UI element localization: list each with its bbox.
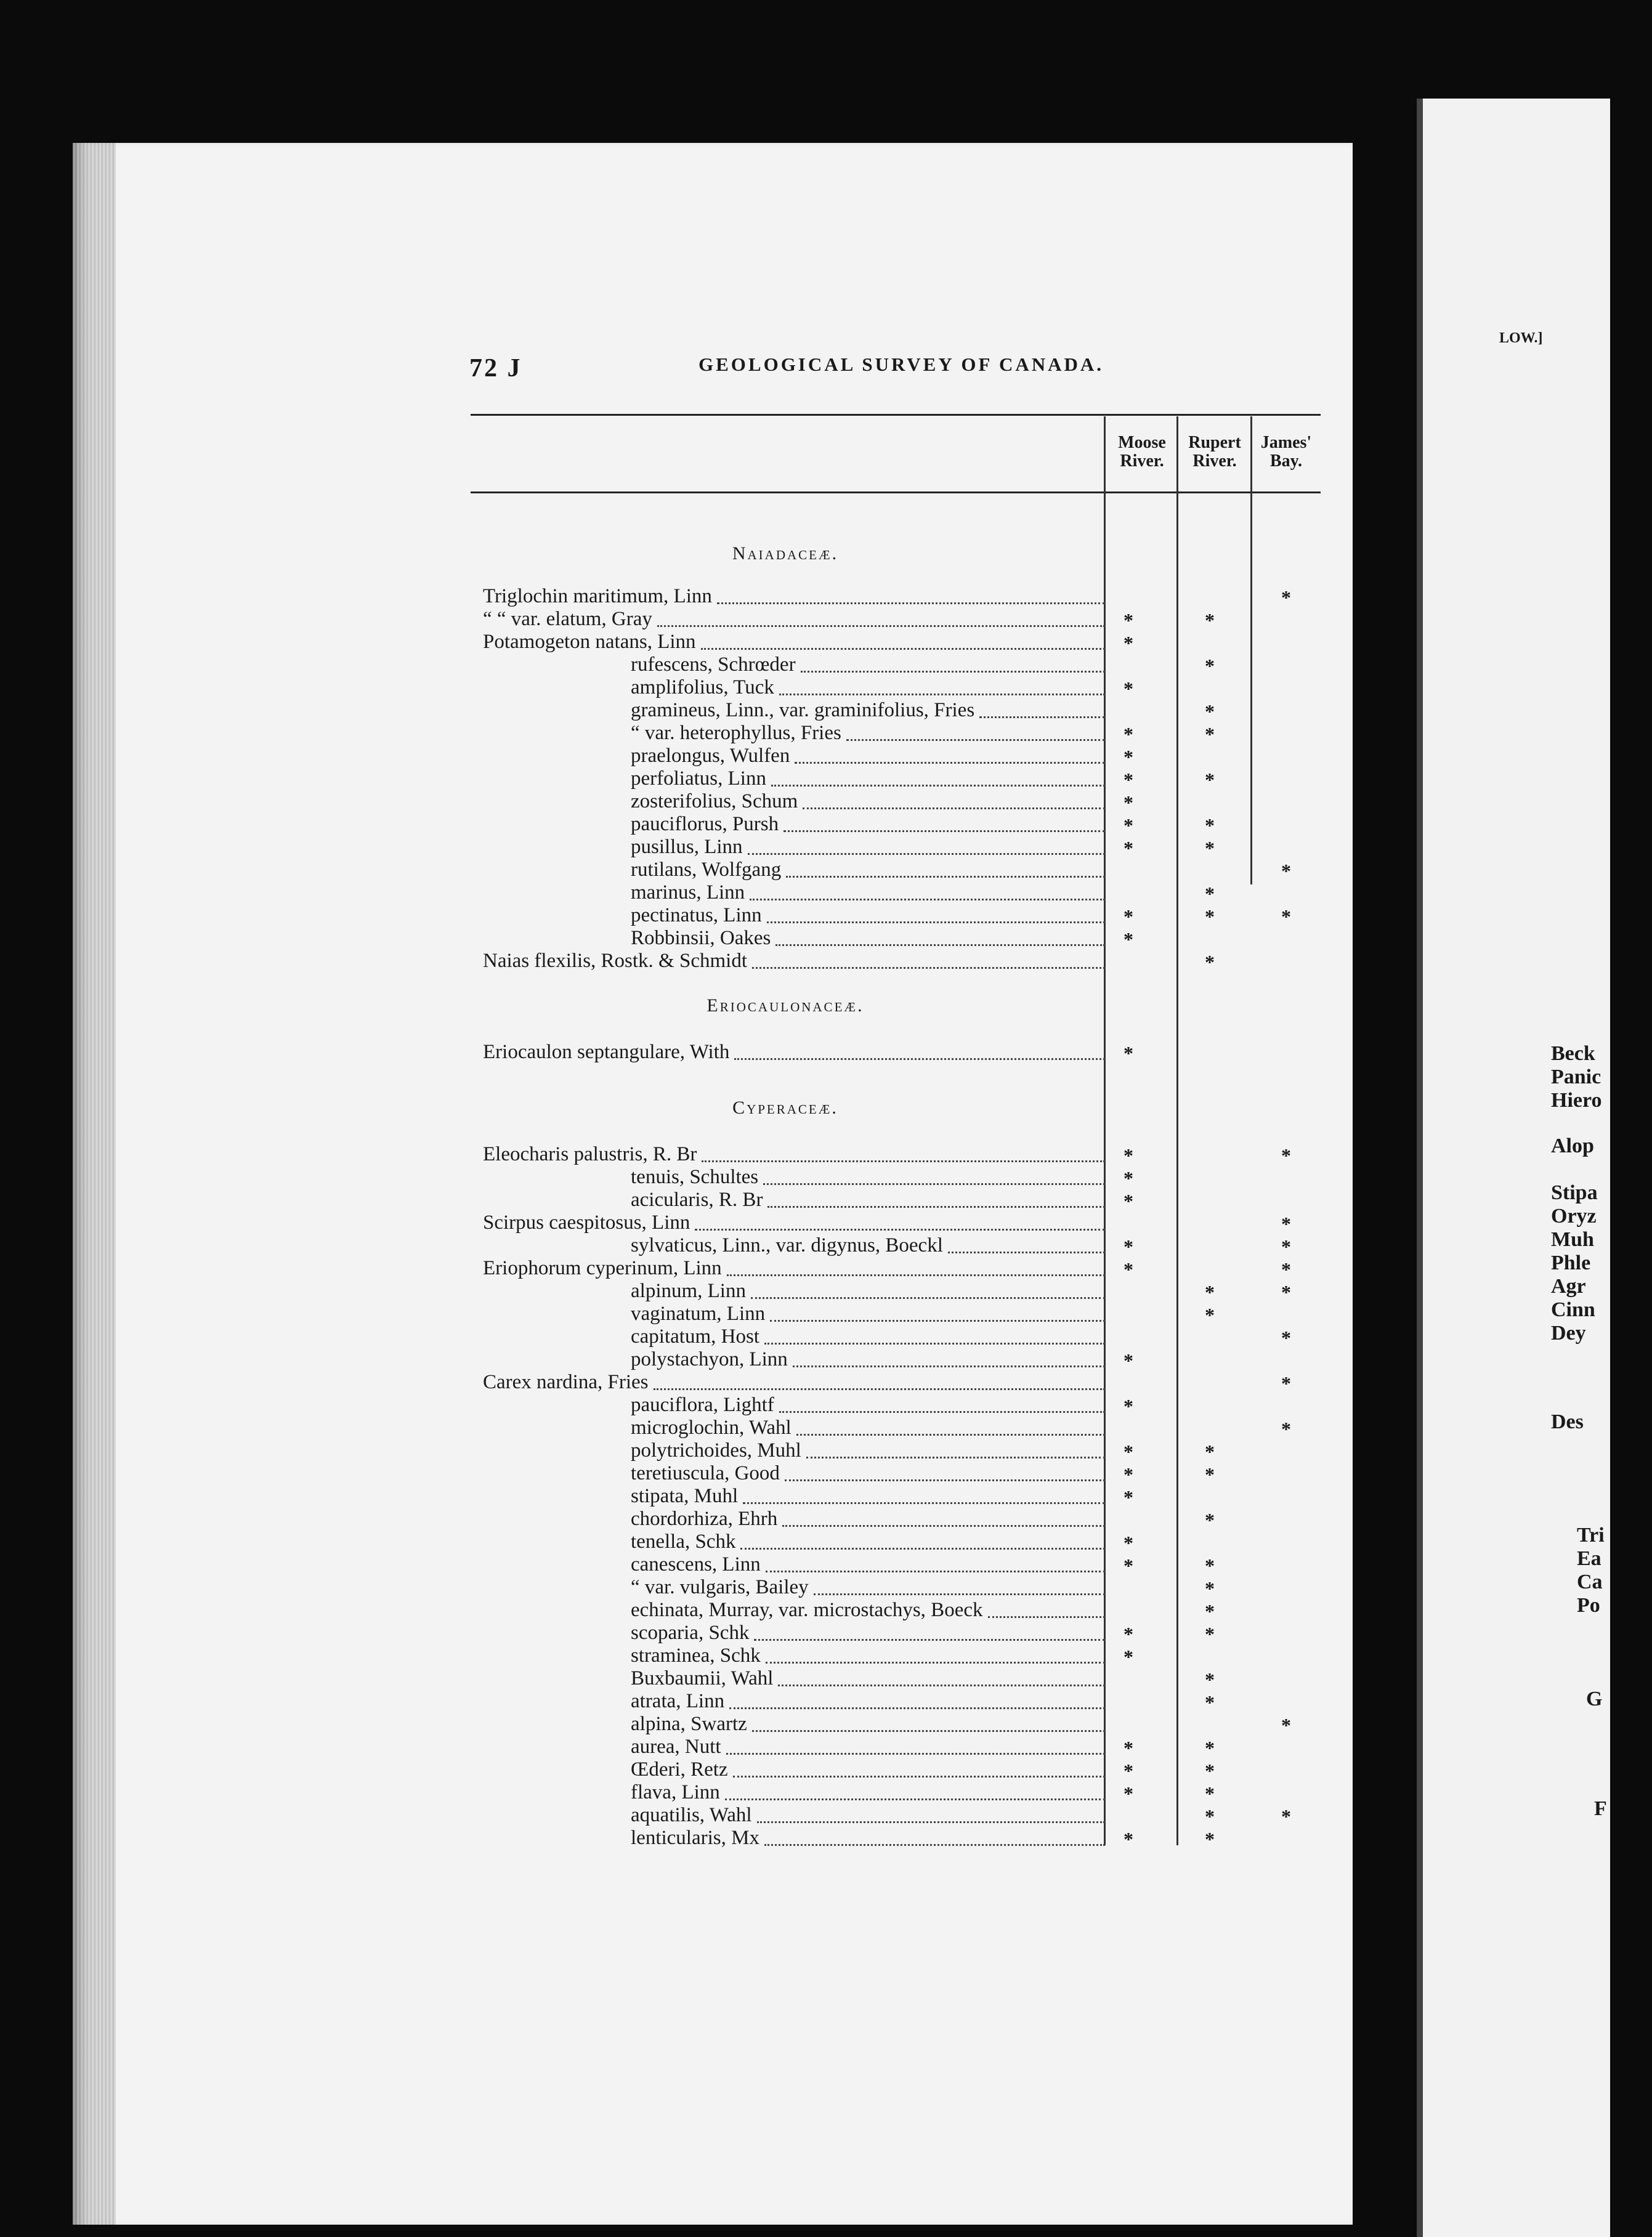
occurrence-mark: * <box>1205 1760 1215 1782</box>
top-rule <box>471 414 1321 416</box>
species-name: Carex nardina, Fries <box>483 1371 649 1393</box>
occurrence-mark: * <box>1124 928 1133 950</box>
facing-page-line: Ca <box>1577 1571 1603 1593</box>
species-name: acicularis, R. Br <box>631 1189 763 1211</box>
species-name: teretiuscula, Good <box>631 1462 780 1484</box>
dot-leader <box>717 580 1105 604</box>
dot-leader <box>727 1252 1105 1276</box>
occurrence-mark: * <box>1281 1805 1291 1827</box>
dot-leader <box>750 876 1105 900</box>
occurrence-mark: * <box>1205 1555 1215 1577</box>
occurrence-mark: * <box>1124 1737 1133 1759</box>
occurrence-mark: * <box>1205 655 1215 677</box>
dot-leader <box>764 1821 1105 1846</box>
dot-leader <box>752 944 1105 969</box>
dot-leader <box>733 1753 1105 1778</box>
species-name: polystachyon, Linn <box>631 1348 788 1370</box>
occurrence-mark: * <box>1124 1646 1133 1668</box>
dot-leader <box>948 1229 1105 1253</box>
species-name: sylvaticus, Linn., var. digynus, Boeckl <box>631 1234 943 1256</box>
occurrence-mark: * <box>1124 1190 1133 1212</box>
facing-page-line: Oryz <box>1551 1205 1597 1228</box>
species-name: Buxbaumii, Wahl <box>631 1667 774 1689</box>
occurrence-mark: * <box>1124 1042 1133 1064</box>
facing-page-line: Beck <box>1551 1042 1595 1065</box>
species-name: pectinatus, Linn <box>631 904 762 926</box>
occurrence-mark: * <box>1281 1236 1291 1258</box>
column-header-rupert-river: Rupert River. <box>1188 433 1241 471</box>
dot-leader <box>770 1297 1105 1322</box>
species-name: amplifolius, Tuck <box>631 676 774 698</box>
facing-page-line: Hiero <box>1551 1089 1602 1112</box>
occurrence-mark: * <box>1205 609 1215 631</box>
occurrence-mark: * <box>1205 1463 1215 1486</box>
facing-page-line: Stipa <box>1551 1181 1598 1204</box>
dot-leader <box>779 1388 1105 1413</box>
species-name: Robbinsii, Oakes <box>631 927 771 949</box>
occurrence-mark: * <box>1205 723 1215 745</box>
occurrence-mark: * <box>1205 1281 1215 1303</box>
occurrence-mark: * <box>1124 1144 1133 1167</box>
occurrence-mark: * <box>1281 1144 1291 1167</box>
species-name: polytrichoides, Muhl <box>631 1439 801 1462</box>
species-name: Eleocharis palustris, R. Br <box>483 1143 697 1165</box>
occurrence-mark: * <box>1205 883 1215 905</box>
occurrence-mark: * <box>1281 586 1291 609</box>
dot-leader <box>729 1685 1105 1709</box>
dot-leader <box>782 1502 1105 1527</box>
dot-leader <box>766 1639 1105 1664</box>
dot-leader <box>767 1183 1105 1208</box>
occurrence-mark: * <box>1124 1486 1133 1508</box>
facing-page-header: LOW.] <box>1499 330 1543 346</box>
occurrence-mark: * <box>1205 1691 1215 1713</box>
occurrence-mark: * <box>1124 1463 1133 1486</box>
dot-leader <box>775 921 1105 946</box>
occurrence-mark: * <box>1124 723 1133 745</box>
occurrence-mark: * <box>1281 860 1291 882</box>
dot-leader <box>748 830 1105 855</box>
occurrence-mark: * <box>1124 1532 1133 1554</box>
species-name: zosterifolius, Schum <box>631 790 798 812</box>
occurrence-mark: * <box>1205 1441 1215 1463</box>
species-name: tenuis, Schultes <box>631 1166 759 1188</box>
occurrence-mark: * <box>1124 632 1133 654</box>
species-name: rufescens, Schrœder <box>631 653 796 676</box>
facing-page-line: Tri <box>1577 1524 1605 1547</box>
species-name: aquatilis, Wahl <box>631 1804 752 1826</box>
dot-leader <box>786 853 1105 878</box>
dot-leader <box>702 1138 1105 1162</box>
facing-page-line: Des <box>1551 1410 1584 1433</box>
page-edge-stack <box>73 143 116 2225</box>
occurrence-mark: * <box>1124 609 1133 631</box>
page-header-title: GEOLOGICAL SURVEY OF CANADA. <box>698 354 1104 375</box>
species-name: scoparia, Schk <box>631 1622 750 1644</box>
occurrence-mark: * <box>1281 1213 1291 1235</box>
column-divider <box>1250 416 1252 884</box>
facing-page-line: G <box>1586 1688 1603 1710</box>
species-name: lenticularis, Mx <box>631 1827 759 1849</box>
section-title: Naiadaceæ. <box>732 543 839 564</box>
dot-leader <box>695 1206 1105 1231</box>
occurrence-mark: * <box>1205 1509 1215 1531</box>
occurrence-mark: * <box>1124 769 1133 791</box>
occurrence-mark: * <box>1124 1760 1133 1782</box>
occurrence-mark: * <box>1124 1236 1133 1258</box>
occurrence-mark: * <box>1124 1349 1133 1372</box>
dot-leader <box>779 671 1105 695</box>
section-title: Eriocaulonaceæ. <box>707 995 864 1016</box>
species-name: capitatum, Host <box>631 1325 759 1348</box>
dot-leader <box>783 807 1105 832</box>
occurrence-mark: * <box>1124 746 1133 768</box>
dot-leader <box>801 648 1105 673</box>
species-name: tenella, Schk <box>631 1531 736 1553</box>
occurrence-mark: * <box>1281 1281 1291 1303</box>
occurrence-mark: * <box>1205 1782 1215 1805</box>
occurrence-mark: * <box>1205 1600 1215 1622</box>
occurrence-mark: * <box>1205 951 1215 973</box>
section-title: Cyperaceæ. <box>732 1098 838 1118</box>
species-name: canescens, Linn <box>631 1553 761 1576</box>
occurrence-mark: * <box>1205 700 1215 722</box>
species-name: marinus, Linn <box>631 881 745 904</box>
occurrence-mark: * <box>1124 837 1133 859</box>
dot-leader <box>734 1035 1105 1060</box>
dot-leader <box>785 1457 1105 1481</box>
facing-page-line: Panic <box>1551 1066 1601 1088</box>
dot-leader <box>740 1525 1105 1550</box>
occurrence-mark: * <box>1205 837 1215 859</box>
column-divider <box>1176 416 1178 1845</box>
species-name: pusillus, Linn <box>631 836 743 858</box>
species-name: “ var. heterophyllus, Fries <box>631 722 841 744</box>
occurrence-mark: * <box>1124 814 1133 836</box>
dot-leader <box>751 1274 1105 1299</box>
facing-page-line: Phle <box>1551 1252 1591 1274</box>
occurrence-mark: * <box>1124 1623 1133 1645</box>
dot-leader <box>814 1571 1105 1595</box>
species-name: alpina, Swartz <box>631 1713 747 1735</box>
occurrence-mark: * <box>1205 1737 1215 1759</box>
facing-page-line: Ea <box>1577 1547 1601 1570</box>
species-name: perfoliatus, Linn <box>631 767 766 790</box>
occurrence-mark: * <box>1124 1395 1133 1417</box>
species-name: echinata, Murray, var. microstachys, Boeck <box>631 1599 983 1621</box>
species-name: alpinum, Linn <box>631 1280 746 1302</box>
occurrence-mark: * <box>1205 1304 1215 1326</box>
table-row <box>483 950 1105 973</box>
dot-leader <box>766 1548 1105 1572</box>
species-name: vaginatum, Linn <box>631 1303 766 1325</box>
column-header-moose-river: Moose River. <box>1118 433 1166 471</box>
species-name: Eriocaulon septangulare, With <box>483 1041 730 1063</box>
occurrence-mark: * <box>1205 1623 1215 1645</box>
dot-leader <box>701 625 1105 650</box>
species-name: chordorhiza, Ehrh <box>631 1508 778 1530</box>
occurrence-mark: * <box>1124 1258 1133 1280</box>
species-name: Triglochin maritimum, Linn <box>483 585 712 607</box>
dot-leader <box>979 694 1105 718</box>
table-row <box>483 1827 1105 1850</box>
species-name: aurea, Nutt <box>631 1736 721 1758</box>
species-name: atrata, Linn <box>631 1690 725 1712</box>
facing-page-line: Cinn <box>1551 1298 1595 1321</box>
species-name: Potamogeton natans, Linn <box>483 631 696 653</box>
species-name: praelongus, Wulfen <box>631 745 790 767</box>
dot-leader <box>771 762 1105 787</box>
column-header-rule <box>471 491 1321 493</box>
table-row <box>483 1041 1105 1064</box>
dot-leader <box>778 1662 1105 1686</box>
dot-leader <box>725 1776 1105 1800</box>
occurrence-mark: * <box>1205 1828 1215 1850</box>
species-name: straminea, Schk <box>631 1644 761 1667</box>
dot-leader <box>752 1707 1105 1732</box>
occurrence-mark: * <box>1281 1327 1291 1349</box>
dot-leader <box>763 1160 1105 1185</box>
occurrence-mark: * <box>1124 1555 1133 1577</box>
species-name: “ var. vulgaris, Bailey <box>631 1576 809 1598</box>
dot-leader <box>796 1411 1105 1436</box>
dot-leader <box>743 1479 1105 1504</box>
species-name: “ “ var. elatum, Gray <box>483 608 652 630</box>
occurrence-mark: * <box>1124 1441 1133 1463</box>
column-header-james-bay: James' Bay. <box>1260 433 1312 471</box>
species-name: pauciflora, Lightf <box>631 1394 774 1416</box>
dot-leader <box>764 1320 1105 1345</box>
species-name: microglochin, Wahl <box>631 1417 792 1439</box>
facing-page-line: F <box>1594 1797 1607 1820</box>
dot-leader <box>657 602 1105 627</box>
occurrence-mark: * <box>1281 1372 1291 1394</box>
facing-page-line: Alop <box>1551 1135 1594 1157</box>
occurrence-mark: * <box>1124 1828 1133 1850</box>
facing-page-line: Agr <box>1551 1275 1586 1298</box>
occurrence-mark: * <box>1205 769 1215 791</box>
species-name: Eriophorum cyperinum, Linn <box>483 1257 722 1279</box>
occurrence-mark: * <box>1281 905 1291 928</box>
occurrence-mark: * <box>1205 905 1215 928</box>
occurrence-mark: * <box>1124 1167 1133 1189</box>
dot-leader <box>767 899 1105 923</box>
dot-leader <box>795 739 1105 764</box>
occurrence-mark: * <box>1281 1714 1291 1736</box>
dot-leader <box>754 1616 1105 1641</box>
dot-leader <box>846 716 1105 741</box>
species-name: gramineus, Linn., var. graminifolius, Fries <box>631 699 975 721</box>
occurrence-mark: * <box>1205 1577 1215 1600</box>
species-name: rutilans, Wolfgang <box>631 859 782 881</box>
dot-leader <box>726 1730 1105 1755</box>
dot-leader <box>803 785 1105 809</box>
facing-page-line: Po <box>1577 1594 1600 1617</box>
dot-leader <box>654 1365 1106 1390</box>
species-name: pauciflorus, Pursh <box>631 813 779 835</box>
occurrence-mark: * <box>1281 1258 1291 1280</box>
dot-leader <box>757 1798 1105 1823</box>
species-name: Œderi, Retz <box>631 1758 728 1781</box>
occurrence-mark: * <box>1124 791 1133 814</box>
dot-leader <box>793 1343 1105 1367</box>
occurrence-mark: * <box>1205 814 1215 836</box>
occurrence-mark: * <box>1205 1669 1215 1691</box>
facing-page-line: Muh <box>1551 1228 1594 1251</box>
dot-leader <box>806 1434 1105 1458</box>
page-number: 72 J <box>469 354 522 382</box>
occurrence-mark: * <box>1124 678 1133 700</box>
occurrence-mark: * <box>1281 1418 1291 1440</box>
occurrence-mark: * <box>1205 1805 1215 1827</box>
species-name: flava, Linn <box>631 1781 720 1803</box>
facing-page-line: Dey <box>1551 1322 1586 1345</box>
facing-page <box>1417 99 1610 2237</box>
occurrence-mark: * <box>1124 1782 1133 1805</box>
occurrence-mark: * <box>1124 905 1133 928</box>
species-name: Naias flexilis, Rostk. & Schmidt <box>483 950 747 972</box>
species-name: stipata, Muhl <box>631 1485 739 1507</box>
dot-leader <box>988 1593 1106 1618</box>
species-name: Scirpus caespitosus, Linn <box>483 1212 690 1234</box>
